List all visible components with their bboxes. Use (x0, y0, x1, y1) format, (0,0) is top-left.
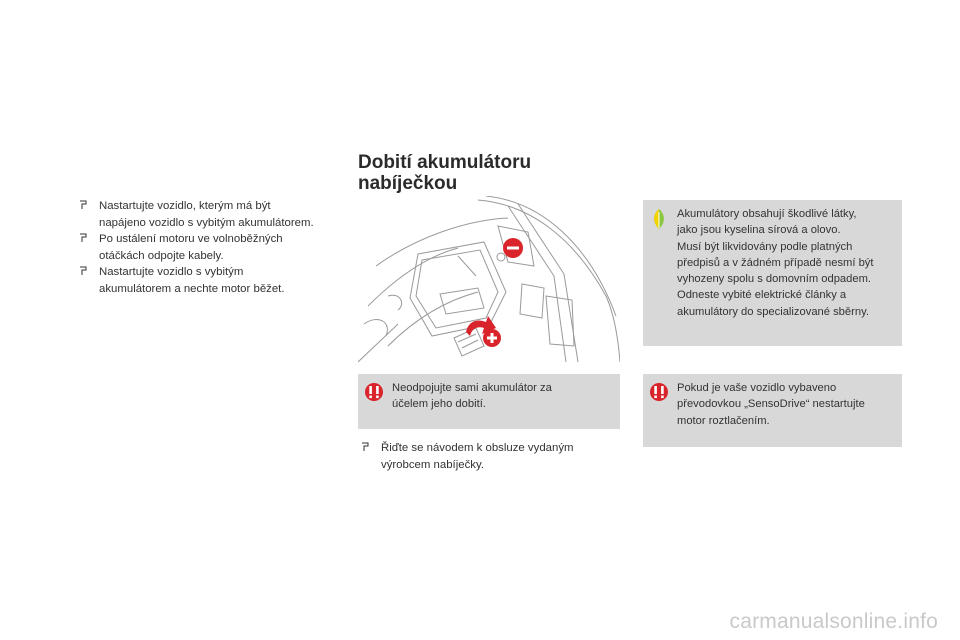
warning-line: Pokud je vaše vozidlo vybaveno (677, 382, 837, 394)
note-line: předpisů a v žádném případě nesmí být (677, 256, 874, 269)
bullet-line: Po ustálení motoru ve volnoběžných (99, 233, 283, 245)
warning-exclamation-icon (649, 382, 669, 402)
section-title-line2: nabíječkou (358, 173, 458, 194)
check-box-icon (79, 266, 87, 276)
bullet-line: Řiďte se návodem k obsluze vydaným (381, 442, 574, 454)
warning-disconnect-text (392, 380, 612, 413)
footer-watermark: carmanualsonline.info (729, 610, 938, 633)
check-box-icon (79, 200, 87, 210)
warning-line: účelem jeho dobití. (392, 398, 486, 411)
check-box-icon (79, 233, 87, 243)
warning-gearbox-text (677, 380, 894, 429)
warning-gearbox-box (643, 374, 902, 447)
section-title (358, 152, 618, 194)
note-line: vyhozeny spolu s domovním odpadem. (677, 273, 872, 286)
bullet-line: napájeno vozidlo s vybitým akumulátorem. (99, 216, 314, 229)
environment-note-text (677, 206, 894, 320)
battery-illustration (358, 196, 620, 364)
list-item (358, 440, 613, 473)
list-item (76, 264, 346, 297)
bullet-line: Nastartujte vozidlo s vybitým (99, 266, 244, 278)
warning-line: Neodpojujte sami akumulátor za (392, 382, 552, 394)
section-title-line1: Dobití akumulátoru (358, 152, 532, 173)
bullet-line: Nastartujte vozidlo, kterým má být (99, 200, 271, 212)
charger-bullet-list (358, 440, 613, 473)
warning-line: motor roztlačením. (677, 414, 770, 427)
left-bullet-list (76, 198, 346, 297)
check-box-icon (361, 442, 369, 452)
note-line: Musí být likvidovány podle platných (677, 240, 853, 253)
note-line: jako jsou kyselina sírová a olovo. (677, 224, 841, 237)
bullet-line: otáčkách odpojte kabely. (99, 249, 224, 262)
note-line: Akumulátory obsahují škodlivé látky, (677, 208, 857, 220)
warning-exclamation-icon (364, 382, 384, 402)
bullet-line: akumulátorem a nechte motor běžet. (99, 282, 285, 295)
note-line: Odneste vybité elektrické články a (677, 289, 847, 302)
warning-disconnect-box (358, 374, 620, 429)
list-item (76, 198, 346, 231)
list-item (76, 231, 346, 264)
warning-line: převodovkou „SensoDrive“ nestartujte (677, 398, 865, 411)
bullet-line: výrobcem nabíječky. (381, 458, 484, 471)
environment-note-box (643, 200, 902, 346)
leaf-icon (649, 208, 669, 228)
note-line: akumulátory do specializované sběrny. (677, 305, 869, 318)
